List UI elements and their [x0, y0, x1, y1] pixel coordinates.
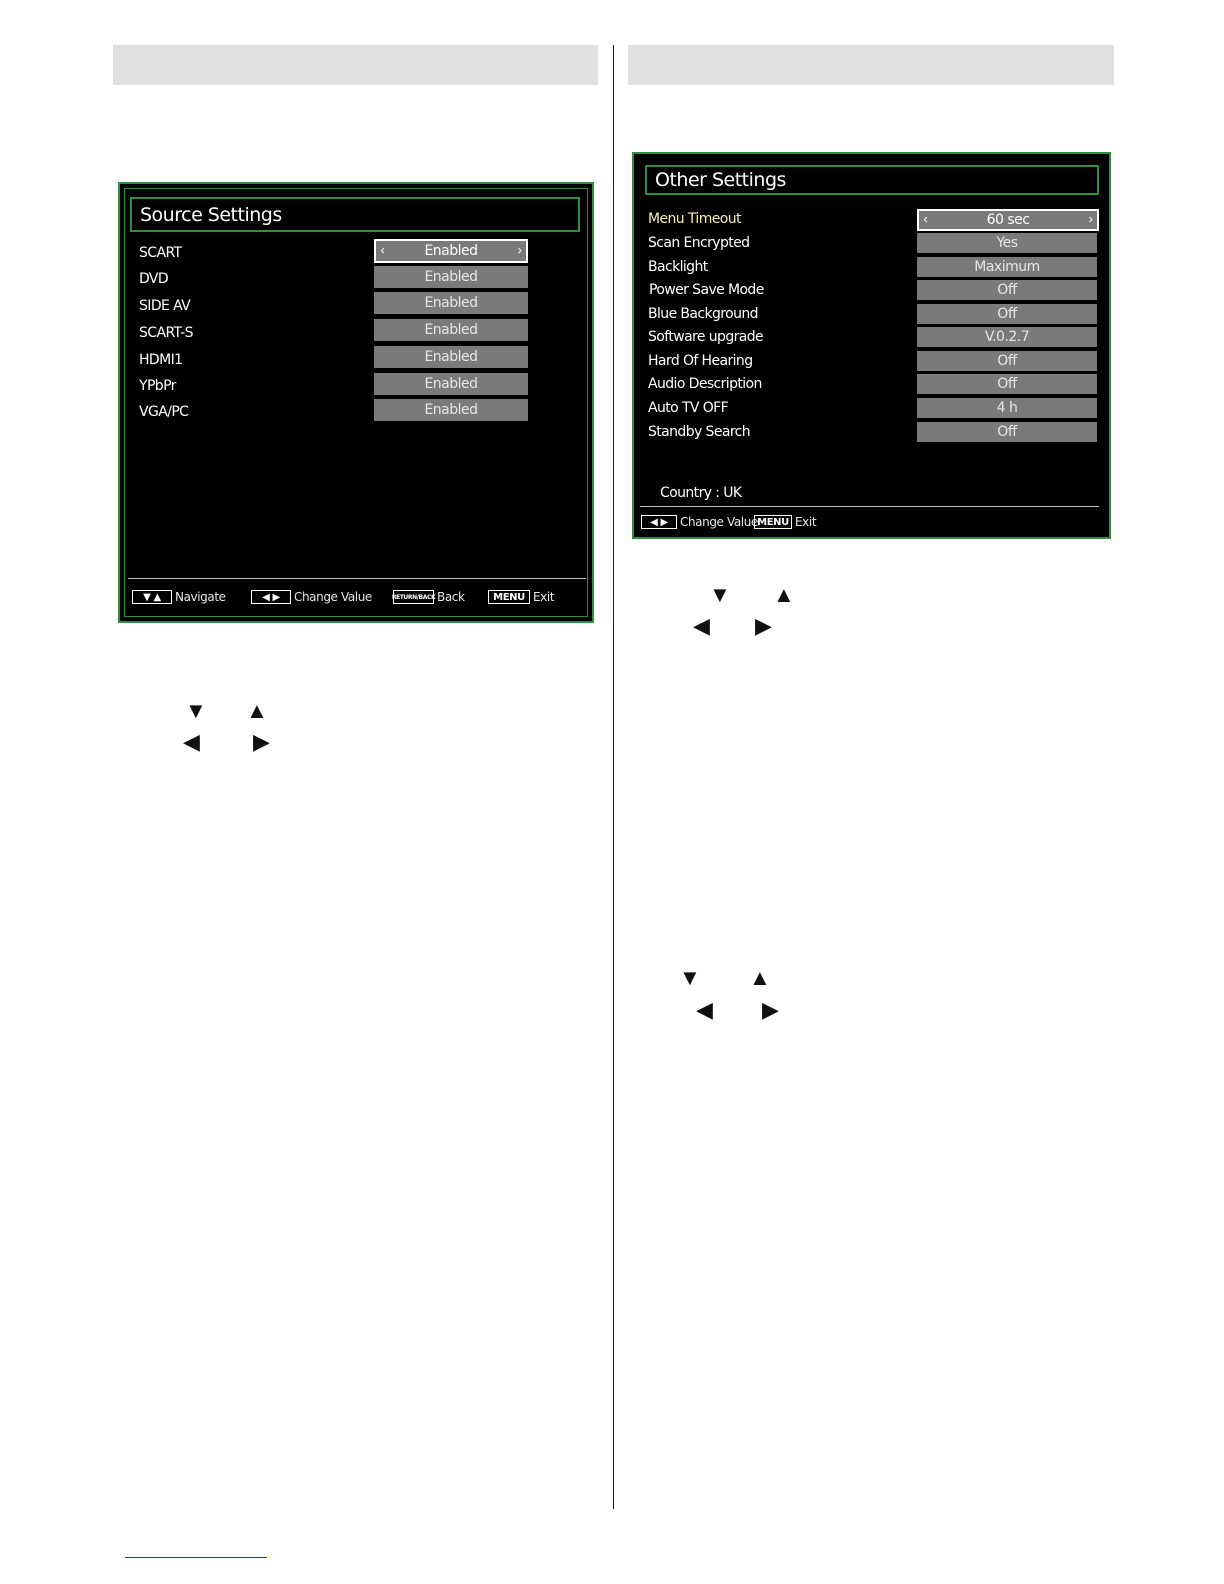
- menu-key: MENU: [488, 590, 530, 604]
- triangle-right-icon: ▶: [660, 516, 668, 528]
- hint-change-value-label: Change Value: [680, 515, 758, 529]
- source-row-value[interactable]: Enabled: [374, 319, 528, 341]
- left-header-bar: [113, 45, 598, 85]
- other-row-value[interactable]: Off: [917, 351, 1097, 371]
- source-row-value[interactable]: Enabled: [374, 399, 528, 421]
- other-settings-title-text: Other Settings: [655, 169, 786, 191]
- other-row-label: Scan Encrypted: [648, 235, 750, 251]
- column-divider: [613, 45, 614, 1509]
- source-settings-title-text: Source Settings: [140, 203, 282, 226]
- source-row-value-text: Enabled: [424, 243, 478, 259]
- other-row-label-selected: Menu Timeout: [648, 211, 741, 227]
- right-arrow-icon: ▶: [253, 729, 270, 754]
- down-arrow-icon: ▼: [679, 965, 701, 990]
- up-arrow-icon: ▲: [773, 582, 795, 607]
- source-row-label: DVD: [139, 271, 169, 287]
- other-row-label: Backlight: [648, 259, 708, 275]
- other-row-label: Power Save Mode: [649, 282, 764, 298]
- hint-exit: [754, 515, 816, 529]
- left-arrow-icon: ◀: [693, 613, 710, 638]
- other-settings-screen: [632, 152, 1111, 539]
- other-settings-title: [645, 165, 1099, 195]
- hint-exit: [488, 590, 554, 604]
- other-row-value-text: 60 sec: [986, 212, 1030, 228]
- other-row-label: Standby Search: [648, 424, 751, 440]
- left-right-key: [641, 515, 677, 529]
- other-row-value[interactable]: Maximum: [917, 257, 1097, 277]
- right-header-bar: [628, 45, 1114, 85]
- footer-rule: [125, 1557, 267, 1558]
- down-up-key: [132, 590, 172, 604]
- other-row-label: Blue Background: [648, 306, 758, 322]
- source-row-label: SIDE AV: [139, 298, 191, 314]
- source-row-label: HDMI1: [139, 352, 183, 368]
- source-row-value-selected[interactable]: [374, 239, 528, 263]
- hint-back: [393, 590, 465, 604]
- down-arrow-icon: ▼: [185, 698, 207, 723]
- left-arrow-icon: ◀: [696, 997, 713, 1022]
- left-arrow-icon: ◀: [183, 729, 200, 754]
- triangle-up-icon: ▲: [153, 591, 161, 603]
- right-arrow-icon: ▶: [755, 613, 772, 638]
- other-hints-divider: [640, 506, 1099, 507]
- country-label: Country : UK: [660, 485, 742, 501]
- source-settings-screen: [118, 182, 594, 623]
- source-row-label: SCART-S: [139, 325, 193, 341]
- hint-exit-label: Exit: [533, 590, 555, 604]
- other-row-value-selected[interactable]: [917, 209, 1099, 231]
- triangle-left-icon: ◀: [650, 516, 658, 528]
- triangle-left-icon: ◀: [262, 591, 270, 603]
- source-row-value[interactable]: Enabled: [374, 266, 528, 288]
- source-row-label: SCART: [139, 245, 182, 261]
- other-row-value[interactable]: Off: [917, 422, 1097, 442]
- triangle-right-icon: ▶: [272, 591, 280, 603]
- source-row-label: VGA/PC: [139, 404, 189, 420]
- source-row-label: YPbPr: [139, 378, 176, 394]
- other-row-label: Software upgrade: [648, 329, 764, 345]
- other-row-label: Audio Description: [648, 376, 762, 392]
- down-arrow-icon: ▼: [709, 582, 731, 607]
- left-right-key: [251, 590, 291, 604]
- hint-navigate: [132, 590, 226, 604]
- other-row-value[interactable]: V.0.2.7: [917, 327, 1097, 347]
- source-row-value[interactable]: Enabled: [374, 373, 528, 395]
- other-row-label: Auto TV OFF: [648, 400, 729, 416]
- other-row-value[interactable]: Off: [917, 280, 1097, 300]
- return-back-key: RETURN/BACK: [393, 590, 434, 604]
- other-row-label: Hard Of Hearing: [648, 353, 753, 369]
- source-row-value[interactable]: Enabled: [374, 346, 528, 368]
- hint-change-value: [641, 515, 758, 529]
- up-arrow-icon: ▲: [749, 965, 771, 990]
- source-hints-divider: [128, 578, 586, 579]
- hint-back-label: Back: [437, 590, 465, 604]
- triangle-down-icon: ▼: [143, 591, 151, 603]
- other-row-value[interactable]: Yes: [917, 233, 1097, 253]
- up-arrow-icon: ▲: [246, 698, 268, 723]
- menu-key: MENU: [754, 515, 792, 529]
- right-arrow-icon: ▶: [762, 997, 779, 1022]
- other-row-value[interactable]: Off: [917, 304, 1097, 324]
- chevron-right-icon[interactable]: ›: [1088, 212, 1093, 228]
- other-row-value[interactable]: 4 h: [917, 398, 1097, 418]
- hint-change-value: [251, 590, 372, 604]
- source-row-value[interactable]: Enabled: [374, 292, 528, 314]
- hint-change-value-label: Change Value: [294, 590, 372, 604]
- other-row-value[interactable]: Off: [917, 374, 1097, 394]
- source-settings-title: [130, 197, 580, 232]
- hint-navigate-label: Navigate: [175, 590, 226, 604]
- chevron-right-icon[interactable]: ›: [517, 243, 522, 259]
- hint-exit-label: Exit: [795, 515, 817, 529]
- chevron-left-icon[interactable]: ‹: [380, 243, 385, 259]
- chevron-left-icon[interactable]: ‹: [923, 212, 928, 228]
